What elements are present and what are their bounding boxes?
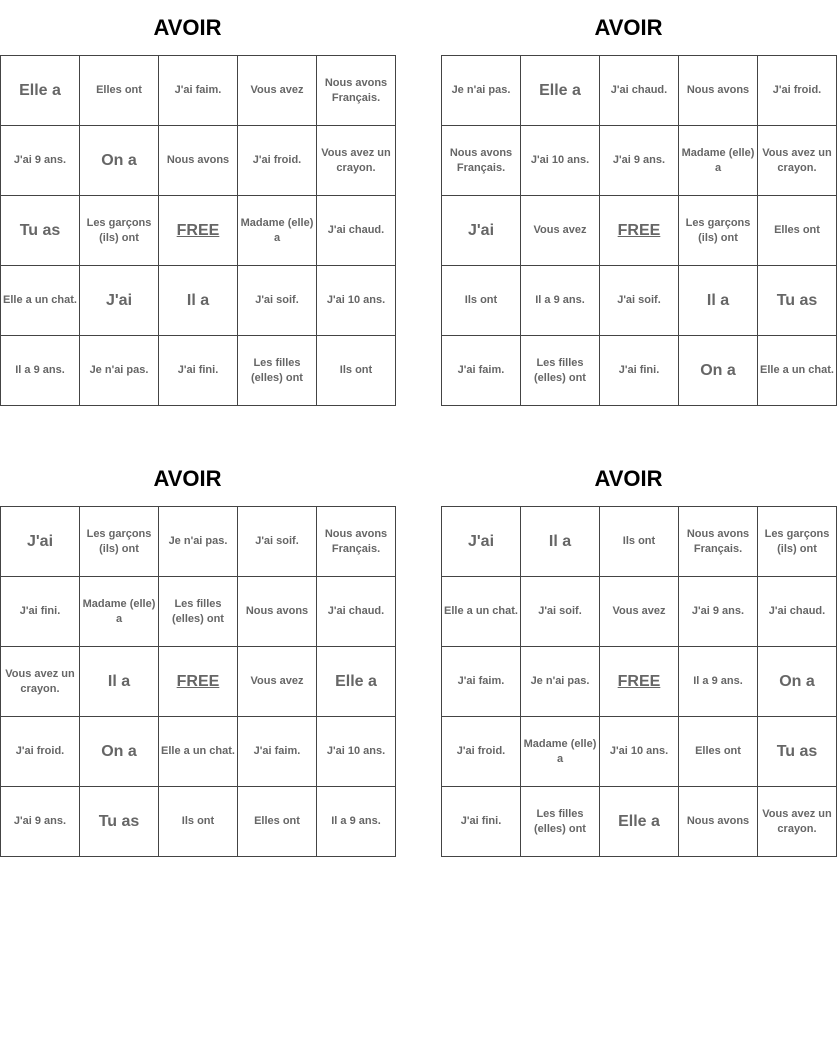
grid-row — [442, 126, 837, 196]
grid-cell: J'ai faim. — [159, 56, 238, 126]
grid-cell: Nous avons — [159, 126, 238, 196]
grid-cell: J'ai 10 ans. — [317, 717, 396, 787]
grid-cell: On a — [758, 647, 837, 717]
grid-cell: Tu as — [758, 717, 837, 787]
grid-row — [442, 507, 837, 577]
grid-cell: J'ai — [442, 196, 521, 266]
grid-cell: J'ai chaud. — [758, 577, 837, 647]
free-cell: FREE — [600, 647, 679, 717]
free-cell: FREE — [159, 196, 238, 266]
grid-cell: Elle a un chat. — [442, 577, 521, 647]
grid-cell: J'ai faim. — [442, 647, 521, 717]
grid-cell: J'ai froid. — [238, 126, 317, 196]
grid-cell: J'ai faim. — [442, 336, 521, 406]
grid-row — [1, 507, 396, 577]
grid-cell: Nous avons — [238, 577, 317, 647]
grid-cell: J'ai 9 ans. — [679, 577, 758, 647]
grid-cell: Il a 9 ans. — [1, 336, 80, 406]
grid-cell: Les garçons (ils) ont — [679, 196, 758, 266]
grid-row — [1, 56, 396, 126]
grid-cell: On a — [679, 336, 758, 406]
grid-row — [442, 717, 837, 787]
grid-cell: Ils ont — [442, 266, 521, 336]
grid-cell: Nous avons — [679, 787, 758, 857]
grid-row — [1, 787, 396, 857]
grid-cell: J'ai fini. — [1, 577, 80, 647]
free-cell: FREE — [159, 647, 238, 717]
grid-cell: Les garçons (ils) ont — [80, 196, 159, 266]
grid-cell: J'ai 10 ans. — [317, 266, 396, 336]
grid-cell: Il a — [679, 266, 758, 336]
grid-cell: J'ai chaud. — [600, 56, 679, 126]
grid-cell: Les filles (elles) ont — [521, 787, 600, 857]
grid-row — [442, 196, 837, 266]
grid-row — [1, 577, 396, 647]
grid-cell: Les garçons (ils) ont — [758, 507, 837, 577]
grid-cell: Vous avez — [238, 647, 317, 717]
grid-cell: Il a — [80, 647, 159, 717]
grid-cell: Vous avez un crayon. — [758, 787, 837, 857]
grid-cell: J'ai froid. — [758, 56, 837, 126]
grid-cell: Je n'ai pas. — [80, 336, 159, 406]
grid-cell: Je n'ai pas. — [159, 507, 238, 577]
bingo-grid — [0, 55, 396, 406]
grid-cell: Il a — [521, 507, 600, 577]
grid-cell: Les garçons (ils) ont — [80, 507, 159, 577]
grid-cell: On a — [80, 126, 159, 196]
grid-row — [442, 266, 837, 336]
grid-cell: Ils ont — [600, 507, 679, 577]
grid-cell: Elle a un chat. — [1, 266, 80, 336]
grid-cell: J'ai fini. — [159, 336, 238, 406]
grid-cell: J'ai fini. — [442, 787, 521, 857]
grid-cell: J'ai 9 ans. — [1, 787, 80, 857]
card-title: AVOIR — [594, 15, 663, 40]
bingo-grid — [441, 55, 837, 406]
grid-cell: Il a 9 ans. — [317, 787, 396, 857]
bingo-card-3 — [0, 451, 388, 857]
grid-cell: J'ai soif. — [238, 507, 317, 577]
grid-cell: Vous avez un crayon. — [1, 647, 80, 717]
grid-row — [1, 126, 396, 196]
grid-cell: Elle a — [600, 787, 679, 857]
grid-row — [1, 266, 396, 336]
grid-cell: Les filles (elles) ont — [238, 336, 317, 406]
grid-cell: J'ai 10 ans. — [521, 126, 600, 196]
grid-cell: Vous avez — [521, 196, 600, 266]
grid-cell: J'ai soif. — [600, 266, 679, 336]
grid-cell: J'ai faim. — [238, 717, 317, 787]
grid-cell: Vous avez — [238, 56, 317, 126]
grid-cell: J'ai fini. — [600, 336, 679, 406]
grid-cell: Tu as — [1, 196, 80, 266]
grid-row — [442, 56, 837, 126]
free-cell: FREE — [600, 196, 679, 266]
grid-cell: Elles ont — [80, 56, 159, 126]
grid-row — [442, 336, 837, 406]
grid-cell: Nous avons Français. — [317, 56, 396, 126]
grid-cell: Elles ont — [758, 196, 837, 266]
grid-cell: Madame (elle) a — [80, 577, 159, 647]
grid-cell: Elle a — [521, 56, 600, 126]
grid-cell: Vous avez un crayon. — [758, 126, 837, 196]
grid-cell: Tu as — [758, 266, 837, 336]
grid-cell: J'ai 10 ans. — [600, 717, 679, 787]
grid-row — [1, 336, 396, 406]
grid-cell: Elle a un chat. — [758, 336, 837, 406]
grid-cell: Vous avez un crayon. — [317, 126, 396, 196]
grid-cell: Elle a — [1, 56, 80, 126]
grid-row — [442, 577, 837, 647]
grid-cell: J'ai 9 ans. — [600, 126, 679, 196]
grid-cell: Nous avons Français. — [679, 507, 758, 577]
grid-row — [442, 647, 837, 717]
grid-cell: Tu as — [80, 787, 159, 857]
grid-cell: Les filles (elles) ont — [521, 336, 600, 406]
grid-cell: Elle a un chat. — [159, 717, 238, 787]
grid-cell: Madame (elle) a — [238, 196, 317, 266]
grid-row — [442, 787, 837, 857]
grid-cell: J'ai — [1, 507, 80, 577]
bingo-card-2 — [441, 0, 834, 406]
grid-cell: Madame (elle) a — [679, 126, 758, 196]
grid-row — [1, 647, 396, 717]
grid-cell: Nous avons Français. — [317, 507, 396, 577]
grid-cell: J'ai soif. — [521, 577, 600, 647]
grid-cell: Nous avons Français. — [442, 126, 521, 196]
grid-cell: Elles ont — [238, 787, 317, 857]
grid-cell: Les filles (elles) ont — [159, 577, 238, 647]
grid-cell: Elles ont — [679, 717, 758, 787]
grid-cell: Il a 9 ans. — [679, 647, 758, 717]
grid-cell: J'ai froid. — [442, 717, 521, 787]
grid-cell: Vous avez — [600, 577, 679, 647]
grid-cell: Je n'ai pas. — [521, 647, 600, 717]
grid-cell: Il a — [159, 266, 238, 336]
grid-cell: Ils ont — [317, 336, 396, 406]
grid-row — [1, 196, 396, 266]
grid-row — [1, 717, 396, 787]
grid-cell: J'ai — [80, 266, 159, 336]
card-title: AVOIR — [153, 15, 222, 40]
grid-cell: Nous avons — [679, 56, 758, 126]
grid-cell: J'ai chaud. — [317, 577, 396, 647]
grid-cell: Il a 9 ans. — [521, 266, 600, 336]
bingo-grid — [441, 506, 837, 857]
grid-cell: Je n'ai pas. — [442, 56, 521, 126]
grid-cell: Madame (elle) a — [521, 717, 600, 787]
grid-cell: J'ai — [442, 507, 521, 577]
grid-cell: Ils ont — [159, 787, 238, 857]
grid-cell: On a — [80, 717, 159, 787]
card-title: AVOIR — [594, 466, 663, 491]
bingo-card-4 — [441, 451, 832, 857]
grid-cell: J'ai 9 ans. — [1, 126, 80, 196]
card-title: AVOIR — [153, 466, 222, 491]
grid-cell: J'ai froid. — [1, 717, 80, 787]
bingo-card-1 — [0, 0, 391, 406]
grid-cell: Elle a — [317, 647, 396, 717]
grid-cell: J'ai chaud. — [317, 196, 396, 266]
grid-cell: J'ai soif. — [238, 266, 317, 336]
bingo-grid — [0, 506, 396, 857]
